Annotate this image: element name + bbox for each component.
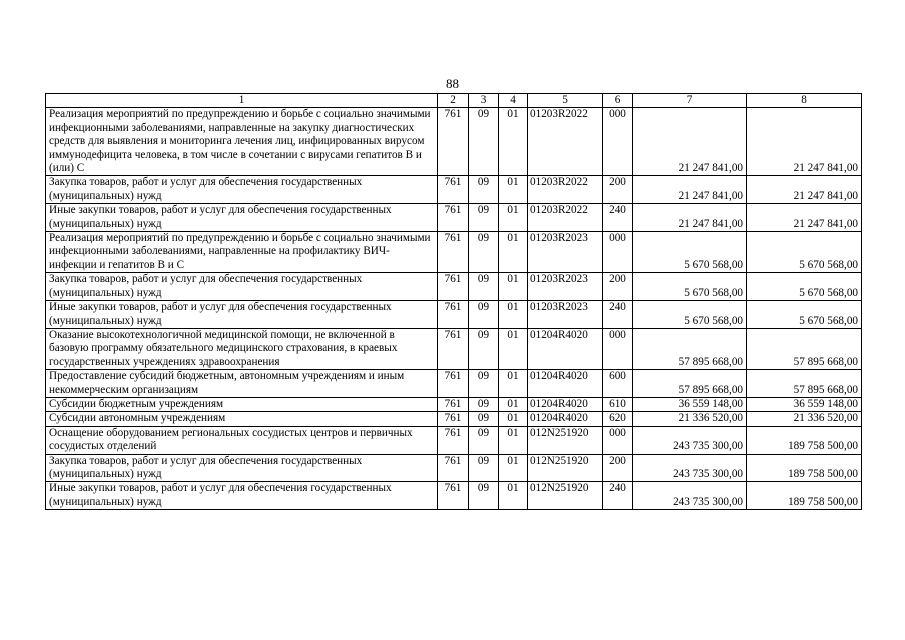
header-row (46, 94, 862, 108)
subsection-code: 01 (499, 108, 528, 176)
table-row (46, 301, 862, 329)
target-article-code: 012N251920 (528, 454, 603, 482)
target-article-code: 01203R2023 (528, 301, 603, 329)
subsection-code: 01 (499, 176, 528, 204)
table-row (46, 370, 862, 398)
expense-type-code: 000 (603, 328, 633, 369)
amount-year-1: 57 895 668,00 (633, 370, 747, 398)
table-row (46, 273, 862, 301)
amount-year-2: 189 758 500,00 (747, 482, 862, 510)
ministry-code: 761 (438, 328, 469, 369)
amount-year-2: 21 247 841,00 (747, 108, 862, 176)
section-code: 09 (469, 397, 499, 411)
expense-type-code: 000 (603, 232, 633, 273)
amount-year-1: 21 336 520,00 (633, 412, 747, 426)
row-description: Закупка товаров, работ и услуг для обеспечения государственных (муниципальных) нужд (46, 273, 438, 301)
target-article-code: 01203R2022 (528, 204, 603, 232)
section-code: 09 (469, 426, 499, 454)
row-description: Иные закупки товаров, работ и услуг для обеспечения государственных (муниципальных) нужд (46, 482, 438, 510)
target-article-code: 01203R2022 (528, 176, 603, 204)
column-header: 8 (747, 94, 862, 108)
row-description: Реализация мероприятий по предупреждению и борьбе с социально значимыми инфекционными заболеваниями, направленные на профилактику ВИЧ-инфекции и гепатитов B и C (46, 232, 438, 273)
amount-year-1: 5 670 568,00 (633, 273, 747, 301)
page-number: 88 (446, 76, 459, 91)
amount-year-1: 5 670 568,00 (633, 232, 747, 273)
subsection-code: 01 (499, 273, 528, 301)
section-code: 09 (469, 176, 499, 204)
amount-year-2: 57 895 668,00 (747, 328, 862, 369)
row-description: Иные закупки товаров, работ и услуг для обеспечения государственных (муниципальных) нужд (46, 301, 438, 329)
section-code: 09 (469, 370, 499, 398)
ministry-code: 761 (438, 301, 469, 329)
row-description: Оснащение оборудованием региональных сосудистых центров и первичных сосудистых отделений (46, 426, 438, 454)
amount-year-2: 5 670 568,00 (747, 232, 862, 273)
section-code: 09 (469, 204, 499, 232)
ministry-code: 761 (438, 397, 469, 411)
section-code: 09 (469, 328, 499, 369)
target-article-code: 012N251920 (528, 482, 603, 510)
column-header: 7 (633, 94, 747, 108)
table-row (46, 426, 862, 454)
table-row (46, 397, 862, 411)
amount-year-1: 57 895 668,00 (633, 328, 747, 369)
target-article-code: 01203R2023 (528, 232, 603, 273)
amount-year-1: 21 247 841,00 (633, 108, 747, 176)
ministry-code: 761 (438, 454, 469, 482)
table-row (46, 176, 862, 204)
column-header: 2 (438, 94, 469, 108)
amount-year-2: 21 336 520,00 (747, 412, 862, 426)
expense-type-code: 610 (603, 397, 633, 411)
ministry-code: 761 (438, 412, 469, 426)
ministry-code: 761 (438, 273, 469, 301)
subsection-code: 01 (499, 482, 528, 510)
subsection-code: 01 (499, 328, 528, 369)
subsection-code: 01 (499, 204, 528, 232)
subsection-code: 01 (499, 370, 528, 398)
section-code: 09 (469, 232, 499, 273)
amount-year-1: 21 247 841,00 (633, 176, 747, 204)
amount-year-2: 57 895 668,00 (747, 370, 862, 398)
expense-type-code: 000 (603, 108, 633, 176)
amount-year-1: 21 247 841,00 (633, 204, 747, 232)
section-code: 09 (469, 482, 499, 510)
subsection-code: 01 (499, 454, 528, 482)
amount-year-2: 5 670 568,00 (747, 273, 862, 301)
budget-table (45, 93, 862, 510)
section-code: 09 (469, 301, 499, 329)
ministry-code: 761 (438, 370, 469, 398)
row-description: Закупка товаров, работ и услуг для обеспечения государственных (муниципальных) нужд (46, 176, 438, 204)
subsection-code: 01 (499, 412, 528, 426)
expense-type-code: 200 (603, 176, 633, 204)
target-article-code: 01204R4020 (528, 397, 603, 411)
ministry-code: 761 (438, 426, 469, 454)
amount-year-2: 21 247 841,00 (747, 204, 862, 232)
table-row (46, 232, 862, 273)
expense-type-code: 200 (603, 273, 633, 301)
expense-type-code: 200 (603, 454, 633, 482)
row-description: Предоставление субсидий бюджетным, автономным учреждениям и иным некоммерческим организациям (46, 370, 438, 398)
target-article-code: 01204R4020 (528, 328, 603, 369)
column-header: 4 (499, 94, 528, 108)
ministry-code: 761 (438, 176, 469, 204)
expense-type-code: 600 (603, 370, 633, 398)
row-description: Субсидии бюджетным учреждениям (46, 397, 438, 411)
column-header: 1 (46, 94, 438, 108)
table-row (46, 482, 862, 510)
amount-year-1: 243 735 300,00 (633, 482, 747, 510)
amount-year-2: 36 559 148,00 (747, 397, 862, 411)
column-header: 5 (528, 94, 603, 108)
ministry-code: 761 (438, 232, 469, 273)
table-row (46, 412, 862, 426)
table-row (46, 328, 862, 369)
section-code: 09 (469, 108, 499, 176)
section-code: 09 (469, 273, 499, 301)
section-code: 09 (469, 454, 499, 482)
expense-type-code: 240 (603, 204, 633, 232)
row-description: Реализация мероприятий по предупреждению и борьбе с социально значимыми инфекционными заболеваниями, направленные на закупку диагностических средств для выявления и мониторинга лечения лиц, инфицированных вирусом иммунодефицита человека, в том числе в сочетании с вирусами гепатитов B и (или) C (46, 108, 438, 176)
amount-year-2: 189 758 500,00 (747, 454, 862, 482)
target-article-code: 01204R4020 (528, 412, 603, 426)
subsection-code: 01 (499, 301, 528, 329)
row-description: Иные закупки товаров, работ и услуг для обеспечения государственных (муниципальных) нужд (46, 204, 438, 232)
amount-year-1: 5 670 568,00 (633, 301, 747, 329)
table-row (46, 108, 862, 176)
expense-type-code: 240 (603, 301, 633, 329)
amount-year-1: 243 735 300,00 (633, 454, 747, 482)
expense-type-code: 620 (603, 412, 633, 426)
ministry-code: 761 (438, 108, 469, 176)
row-description: Оказание высокотехнологичной медицинской помощи, не включенной в базовую программу обязательного медицинского страхования, в краевых государственных учреждениях здравоохранения (46, 328, 438, 369)
expense-type-code: 000 (603, 426, 633, 454)
table-row (46, 454, 862, 482)
expense-type-code: 240 (603, 482, 633, 510)
ministry-code: 761 (438, 204, 469, 232)
amount-year-1: 243 735 300,00 (633, 426, 747, 454)
target-article-code: 012N251920 (528, 426, 603, 454)
table-row (46, 204, 862, 232)
row-description: Закупка товаров, работ и услуг для обеспечения государственных (муниципальных) нужд (46, 454, 438, 482)
section-code: 09 (469, 412, 499, 426)
row-description: Субсидии автономным учреждениям (46, 412, 438, 426)
amount-year-1: 36 559 148,00 (633, 397, 747, 411)
subsection-code: 01 (499, 397, 528, 411)
amount-year-2: 189 758 500,00 (747, 426, 862, 454)
target-article-code: 01203R2022 (528, 108, 603, 176)
target-article-code: 01204R4020 (528, 370, 603, 398)
subsection-code: 01 (499, 232, 528, 273)
column-header: 3 (469, 94, 499, 108)
subsection-code: 01 (499, 426, 528, 454)
amount-year-2: 21 247 841,00 (747, 176, 862, 204)
amount-year-2: 5 670 568,00 (747, 301, 862, 329)
column-header: 6 (603, 94, 633, 108)
target-article-code: 01203R2023 (528, 273, 603, 301)
ministry-code: 761 (438, 482, 469, 510)
